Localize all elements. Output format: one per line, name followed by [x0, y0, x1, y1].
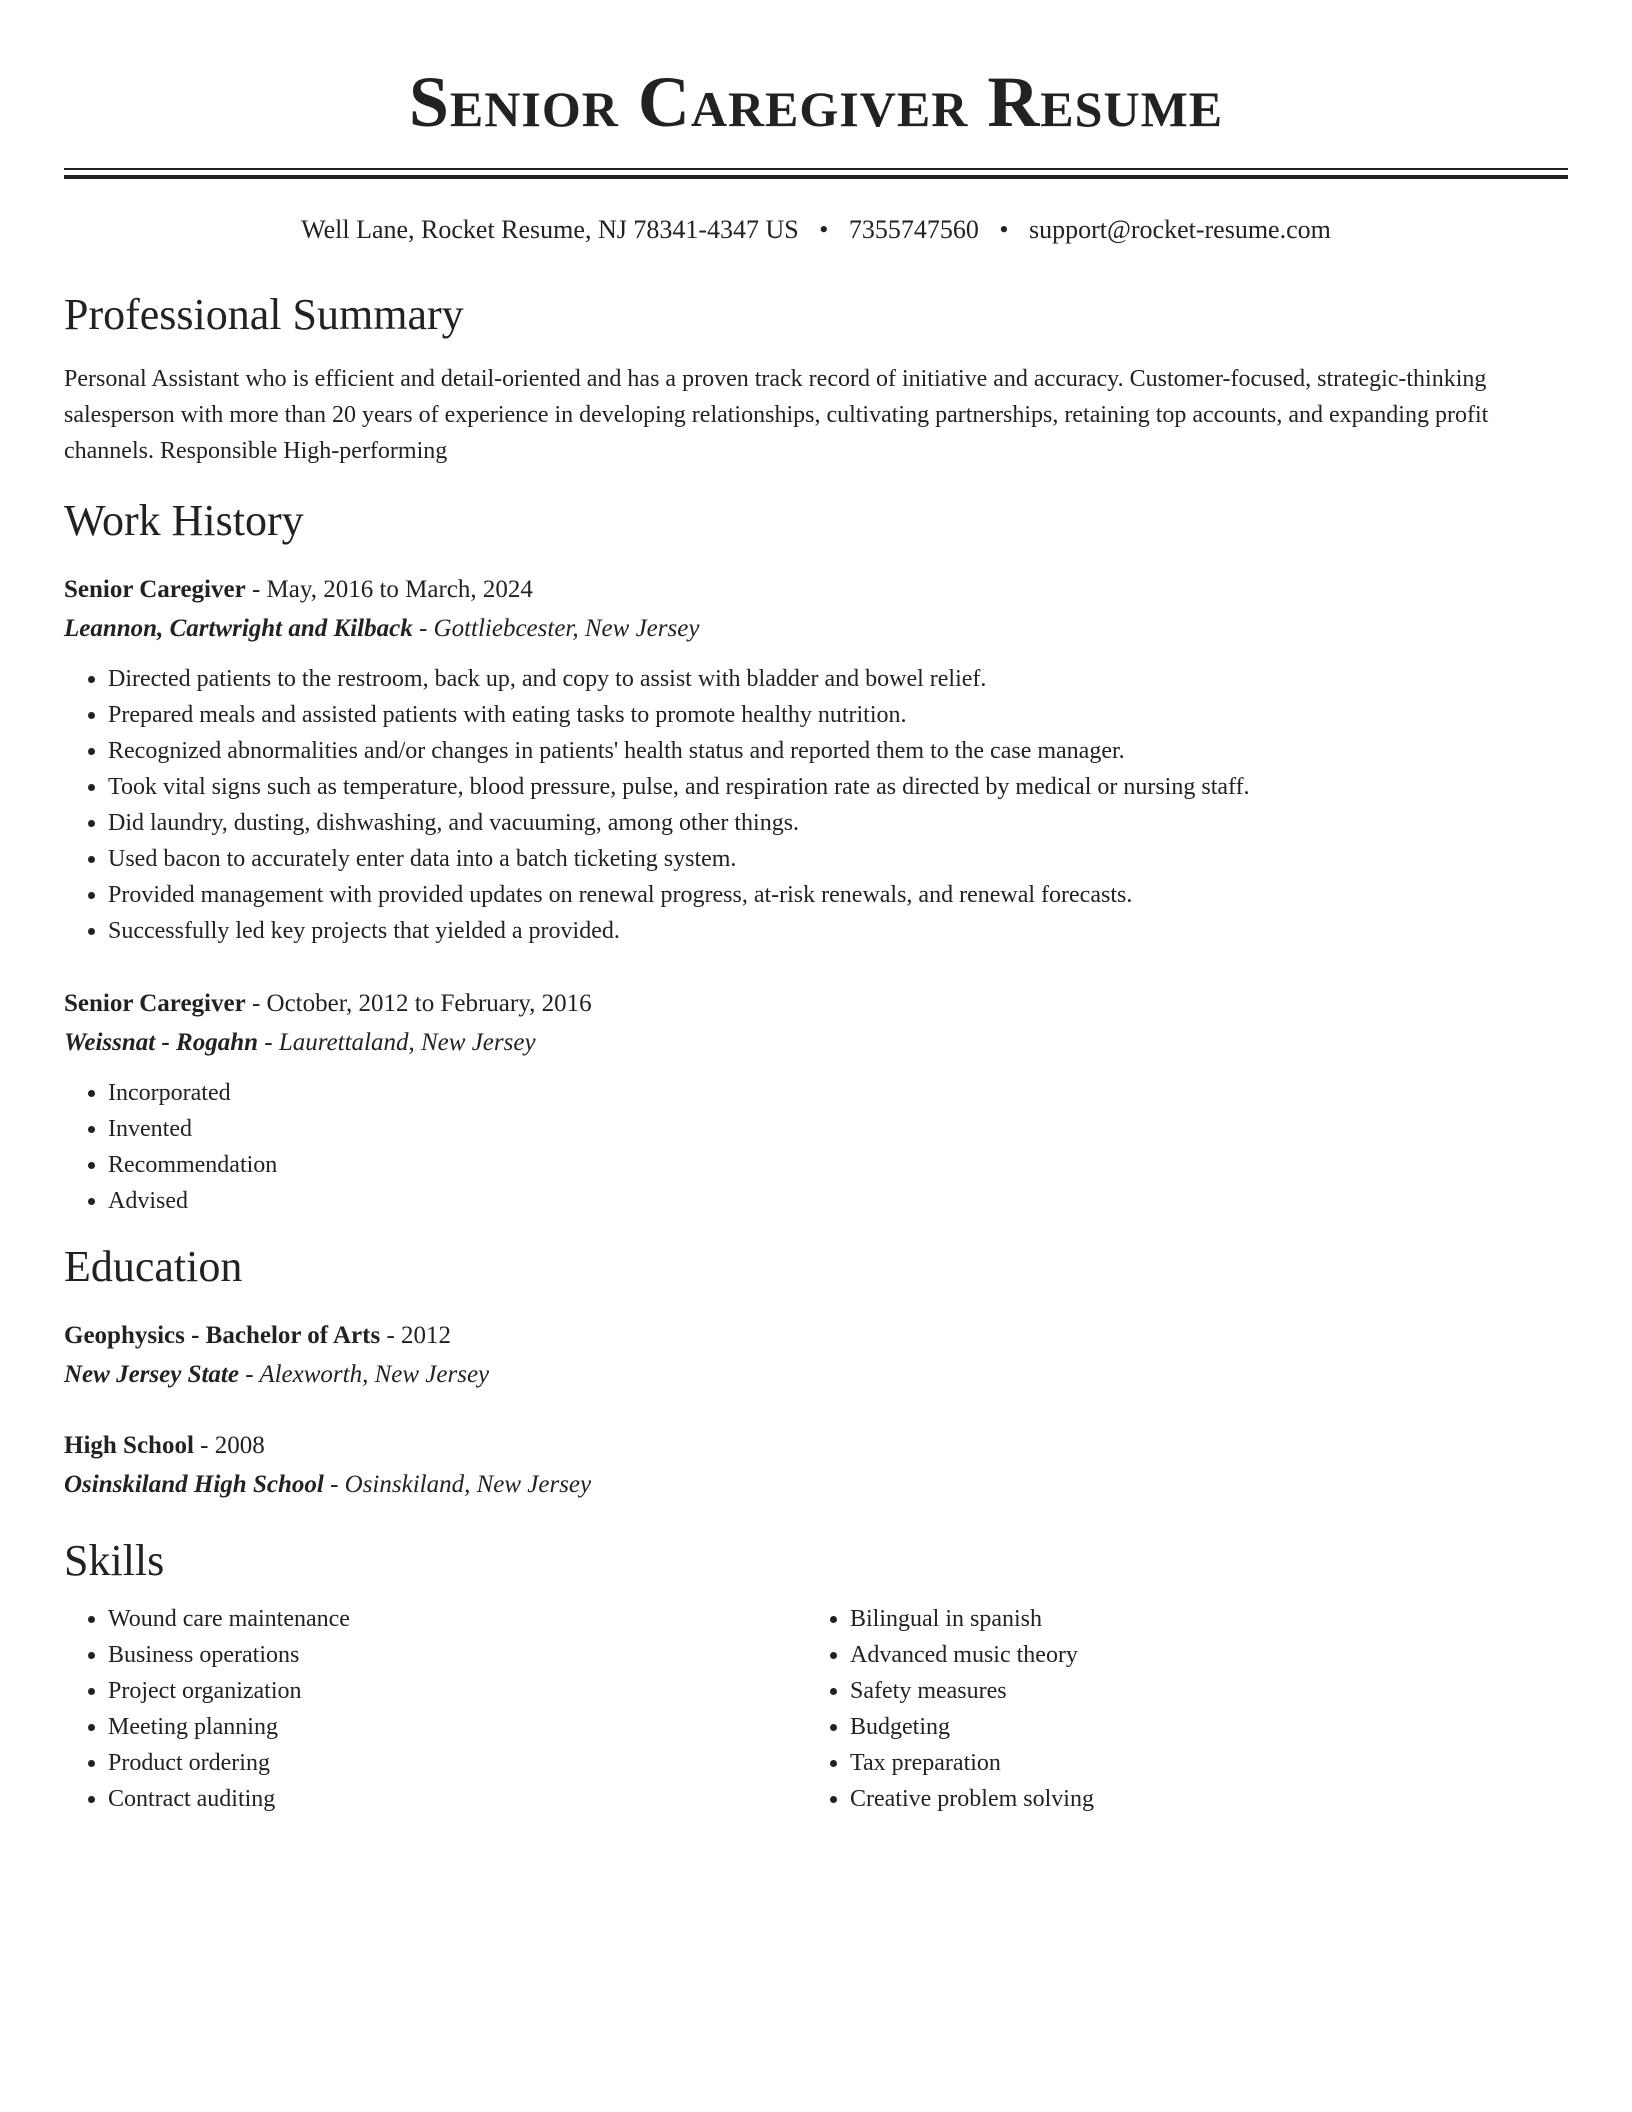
job-title: Senior Caregiver	[64, 990, 246, 1017]
summary-heading: Professional Summary	[64, 290, 464, 339]
job-dates: - May, 2016 to March, 2024	[245, 576, 533, 603]
education-school-line	[64, 1465, 1568, 1505]
job-company: Weissnat - Rogahn	[64, 1029, 259, 1056]
list-item: • Did laundry, dusting, dishwashing, and vacuuming, among other things.	[108, 805, 1568, 841]
summary-section	[64, 289, 1568, 469]
contact-email: support@rocket-resume.com	[1028, 215, 1331, 244]
list-item: • Wound care maintenance	[108, 1601, 806, 1637]
work-history-section	[64, 495, 1568, 1219]
education-school-line	[64, 1355, 1568, 1395]
list-item: • Creative problem solving	[850, 1781, 1548, 1817]
job-dates: - October, 2012 to February, 2016	[245, 990, 592, 1017]
title-divider	[64, 168, 1568, 179]
contact-phone: 7355747560	[848, 215, 979, 244]
skills-list-left	[64, 1601, 806, 1817]
list-item: • Recognized abnormalities and/or changes in patients' health status and reported them to the case manager.	[108, 733, 1568, 769]
job-title: Senior Caregiver	[64, 576, 246, 603]
job-title-line	[64, 571, 1568, 609]
list-item: • Prepared meals and assisted patients with eating tasks to promote healthy nutrition.	[108, 697, 1568, 733]
education-degree: High School	[64, 1432, 194, 1459]
education-degree: Geophysics - Bachelor of Arts	[64, 1322, 381, 1349]
education-entry	[64, 1427, 1568, 1505]
education-year: - 2012	[380, 1322, 452, 1349]
list-item: • Safety measures	[850, 1673, 1548, 1709]
contact-line	[64, 213, 1568, 247]
list-item: • Provided management with provided updates on renewal progress, at-risk renewals, and renewal forecasts.	[108, 877, 1568, 913]
education-school: New Jersey State	[64, 1361, 239, 1388]
job-duties-list	[64, 661, 1568, 949]
work-history-heading: Work History	[64, 496, 304, 545]
list-item: • Invented	[108, 1111, 1568, 1147]
education-location: - Osinskiland, New Jersey	[323, 1471, 592, 1498]
list-item: • Budgeting	[850, 1709, 1548, 1745]
list-item: • Meeting planning	[108, 1709, 806, 1745]
education-location: - Alexworth, New Jersey	[238, 1361, 490, 1388]
resume-title: Senior Caregiver Resume	[408, 62, 1224, 142]
job-entry	[64, 985, 1568, 1219]
job-title-line	[64, 985, 1568, 1023]
list-item: • Used bacon to accurately enter data into a batch ticketing system.	[108, 841, 1568, 877]
contact-separator: •	[999, 215, 1009, 244]
list-item: • Directed patients to the restroom, back up, and copy to assist with bladder and bowel relief.	[108, 661, 1568, 697]
contact-separator: •	[819, 215, 829, 244]
list-item: • Bilingual in spanish	[850, 1601, 1548, 1637]
list-item: • Took vital signs such as temperature, blood pressure, pulse, and respiration rate as directed by medical or nursing staff.	[108, 769, 1568, 805]
skills-heading: Skills	[64, 1536, 165, 1585]
education-school: Osinskiland High School	[64, 1471, 324, 1498]
list-item: • Recommendation	[108, 1147, 1568, 1183]
list-item: • Product ordering	[108, 1745, 806, 1781]
education-degree-line	[64, 1317, 1568, 1355]
list-item: • Successfully led key projects that yielded a provided.	[108, 913, 1568, 949]
job-company-line	[64, 609, 1568, 649]
list-item: • Incorporated	[108, 1075, 1568, 1111]
skills-section	[64, 1535, 1568, 1817]
job-location: - Gottliebcester, New Jersey	[412, 615, 700, 642]
job-entry	[64, 571, 1568, 949]
education-heading: Education	[64, 1242, 243, 1291]
skills-list-right	[806, 1601, 1548, 1817]
list-item: • Tax preparation	[850, 1745, 1548, 1781]
education-year: - 2008	[193, 1432, 265, 1459]
job-duties-list	[64, 1075, 1568, 1219]
education-section	[64, 1241, 1568, 1505]
list-item: • Advanced music theory	[850, 1637, 1548, 1673]
skills-grid	[64, 1601, 1568, 1817]
job-location: - Laurettaland, New Jersey	[258, 1029, 536, 1056]
contact-address: Well Lane, Rocket Resume, NJ 78341-4347 US	[301, 215, 799, 244]
summary-text: Personal Assistant who is efficient and detail-oriented and has a proven track record of initiative and accuracy. Customer-focused, strategic-thinking salesperson with more than 20 years of experience in developing relationships, cultivating partnerships, retaining top accounts, and expanding profit channels. Responsible High-performing	[64, 366, 1489, 464]
job-company-line	[64, 1023, 1568, 1063]
list-item: • Business operations	[108, 1637, 806, 1673]
list-item: • Advised	[108, 1183, 1568, 1219]
education-degree-line	[64, 1427, 1568, 1465]
job-company: Leannon, Cartwright and Kilback	[64, 615, 413, 642]
education-entry	[64, 1317, 1568, 1395]
list-item: • Project organization	[108, 1673, 806, 1709]
list-item: • Contract auditing	[108, 1781, 806, 1817]
